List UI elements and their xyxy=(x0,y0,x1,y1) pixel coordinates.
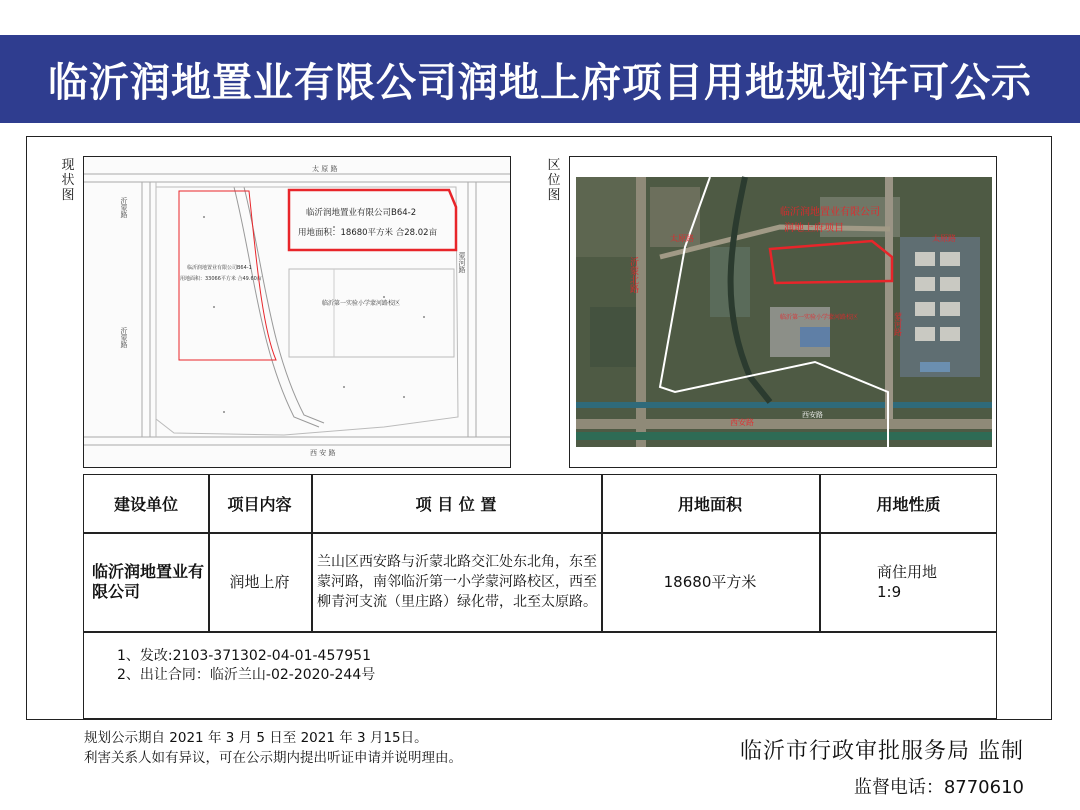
supervisor-org: 临沂市行政审批服务局 监制 xyxy=(740,739,1024,764)
title-banner xyxy=(0,35,1080,123)
road-xian-1: 西安路 xyxy=(730,418,754,427)
supervisor-phone: 监督电话：8770610 xyxy=(853,777,1024,798)
road-menghe: 蒙河路 xyxy=(893,312,903,336)
parcel-area-label: 用地面积：18680平方米 合28.02亩 xyxy=(298,228,438,238)
nature-type: 商住用地 xyxy=(877,562,938,581)
cell-nature xyxy=(819,532,998,631)
cell-location: 兰山区西安路与沂蒙北路交汇处东北角，东至蒙河路，南邻临沂第一小学蒙河路校区，西至柳青河支流（里庄路）绿化带，北至太原路。 xyxy=(317,553,597,610)
school-label: 临沂第一实验小学蒙河路校区 xyxy=(322,300,401,307)
road-taiyuan-east: 太原路 xyxy=(932,234,956,243)
road-label-xian: 西 安 路 xyxy=(310,449,336,457)
header-nature: 用地性质 xyxy=(876,495,941,514)
header-location: 项 目 位 置 xyxy=(415,495,497,514)
label-current-map: 现状图 xyxy=(61,158,75,203)
road-xian-2: 西安路 xyxy=(802,411,823,419)
current-status-map xyxy=(83,156,511,468)
satellite-image xyxy=(570,157,996,467)
cell-content: 润地上府 xyxy=(229,573,290,591)
road-taiyuan: 太原路 xyxy=(670,234,694,243)
site-label-company: 临沂润地置业有限公司 xyxy=(780,207,880,218)
note-contract: 2、出让合同：临沂兰山-02-2020-244号 xyxy=(117,667,376,683)
parcel-name-label: 临沂润地置业有限公司B64-2 xyxy=(306,208,417,218)
cell-unit: 临沂润地置业有限公司 xyxy=(92,561,205,601)
footer-notice xyxy=(84,728,484,768)
header-unit: 建设单位 xyxy=(113,495,178,514)
objection-notice: 利害关系人如有异议，可在公示期内提出听证申请并说明理由。 xyxy=(84,750,462,766)
road-label-yimeng-lower: 沂蒙路 xyxy=(120,327,128,348)
nature-ratio: 1:9 xyxy=(877,582,902,601)
road-yimeng: 沂蒙北路 xyxy=(628,257,638,293)
site-label-project: 润地上府项目 xyxy=(784,223,844,234)
school-map-label: 临沂第一实验小学蒙河路校区 xyxy=(780,314,859,321)
road-label-menghe: 蒙河路 xyxy=(458,252,466,273)
page-title: 临沂润地置业有限公司润地上府项目用地规划许可公示 xyxy=(48,59,1032,106)
road-label-taiyuan: 太 原 路 xyxy=(312,165,338,173)
note-reform: 1、发改:2103-371302-04-01-457951 xyxy=(117,648,371,664)
location-map xyxy=(569,156,997,468)
road-label-yimeng-upper: 沂蒙路 xyxy=(120,197,128,218)
publicity-period: 规划公示期自 2021 年 3 月 5 日至 2021 年 3 月15日。 xyxy=(84,730,428,746)
site-plan-drawing xyxy=(84,157,510,467)
header-area: 用地面积 xyxy=(677,495,742,514)
footer-supervisor xyxy=(740,734,1024,799)
neighbor-area-label: 用地面积：33066平方米 合49.60亩 xyxy=(180,276,262,282)
header-content: 项目内容 xyxy=(227,495,292,514)
cell-area: 18680平方米 xyxy=(663,573,757,591)
label-location-map: 区位图 xyxy=(547,158,561,203)
neighbor-parcel-label: 临沂润地置业有限公司B64-1 xyxy=(187,265,252,271)
